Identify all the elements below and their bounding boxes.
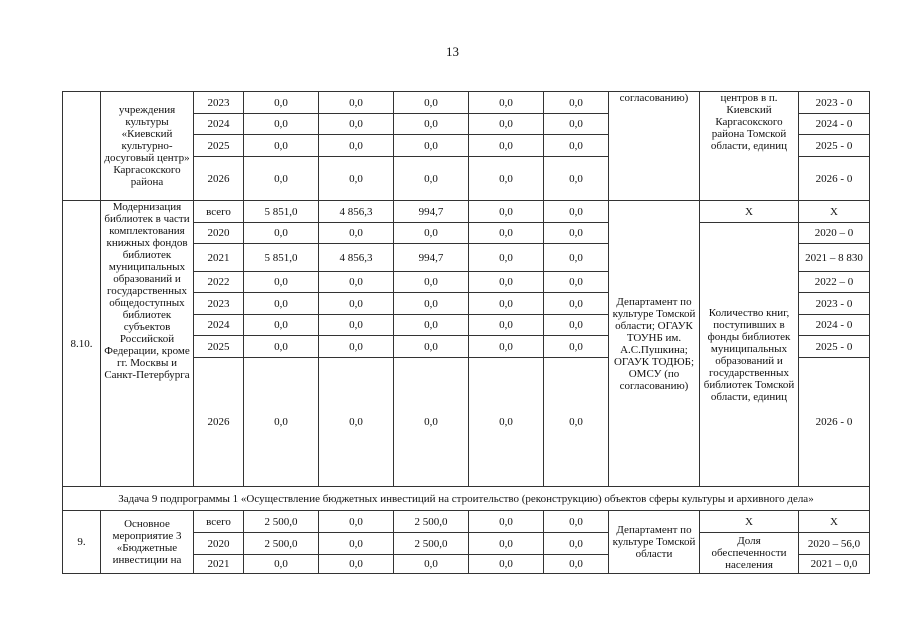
amount-other: 0,0 (544, 92, 609, 114)
task-banner: Задача 9 подпрограммы 1 «Осуществление бюджетных инвестиций на строительство (реконструкцию) объектов сферы культуры и архивного дела» (63, 487, 870, 511)
amount-federal: 0,0 (319, 114, 394, 135)
indicator-header-cell: Х (700, 201, 799, 223)
amount-other: 0,0 (544, 315, 609, 336)
amount-federal: 0,0 (319, 315, 394, 336)
year-cell: 2025 (194, 135, 244, 157)
indicator-value: 2023 - 0 (799, 293, 870, 315)
amount-other: 0,0 (544, 244, 609, 272)
amount-local: 0,0 (469, 223, 544, 244)
amount-other: 0,0 (544, 336, 609, 358)
amount-regional: 994,7 (394, 201, 469, 223)
amount-regional: 0,0 (394, 157, 469, 201)
amount-federal: 0,0 (319, 511, 394, 533)
amount-regional: 2 500,0 (394, 533, 469, 555)
amount-total: 0,0 (244, 358, 319, 487)
indicator-value: Х (799, 201, 870, 223)
amount-local: 0,0 (469, 157, 544, 201)
activity-name: учреждения культуры «Киевский культурно-досуговый центр» Каргасокского района (101, 92, 194, 201)
amount-federal: 0,0 (319, 92, 394, 114)
year-cell: 2022 (194, 272, 244, 293)
amount-total: 0,0 (244, 135, 319, 157)
amount-regional: 0,0 (394, 555, 469, 574)
year-cell: всего (194, 511, 244, 533)
indicator-value: 2025 - 0 (799, 336, 870, 358)
amount-regional: 0,0 (394, 92, 469, 114)
amount-total: 0,0 (244, 92, 319, 114)
amount-regional: 0,0 (394, 223, 469, 244)
amount-total: 5 851,0 (244, 244, 319, 272)
indicator-value: 2026 - 0 (799, 157, 870, 201)
amount-local: 0,0 (469, 358, 544, 487)
activity-name: Модернизация библиотек в части комплектования книжных фондов библиотек муниципальных образований и государственных общедоступных библиотек субъектов Российской Федерации, кроме гг. Москвы и Санкт-Петербурга (101, 201, 194, 487)
amount-other: 0,0 (544, 358, 609, 487)
amount-federal: 0,0 (319, 336, 394, 358)
year-cell: 2023 (194, 92, 244, 114)
year-cell: 2025 (194, 336, 244, 358)
amount-local: 0,0 (469, 511, 544, 533)
amount-local: 0,0 (469, 201, 544, 223)
year-cell: 2026 (194, 358, 244, 487)
amount-other: 0,0 (544, 555, 609, 574)
amount-other: 0,0 (544, 511, 609, 533)
amount-regional: 0,0 (394, 315, 469, 336)
amount-local: 0,0 (469, 92, 544, 114)
row-number-cell: 9. (63, 511, 101, 574)
amount-other: 0,0 (544, 272, 609, 293)
indicator-value: 2024 - 0 (799, 315, 870, 336)
table-row (63, 92, 870, 114)
amount-other: 0,0 (544, 114, 609, 135)
amount-federal: 4 856,3 (319, 244, 394, 272)
amount-total: 0,0 (244, 293, 319, 315)
amount-federal: 0,0 (319, 293, 394, 315)
year-cell: 2021 (194, 555, 244, 574)
executor-cell: согласованию) (609, 92, 700, 201)
executor-cell: Департамент по культуре Томской области; ОГАУК ТОУНБ им. А.С.Пушкина; ОГАУК ТОДЮБ; ОМСУ (по согласованию) (609, 201, 700, 487)
amount-other: 0,0 (544, 135, 609, 157)
indicator-value: 2021 – 8 830 (799, 244, 870, 272)
amount-local: 0,0 (469, 555, 544, 574)
indicator-value: 2024 - 0 (799, 114, 870, 135)
amount-other: 0,0 (544, 157, 609, 201)
amount-other: 0,0 (544, 223, 609, 244)
program-table (62, 91, 870, 574)
executor-cell: Департамент по культуре Томской области (609, 511, 700, 574)
amount-total: 5 851,0 (244, 201, 319, 223)
amount-total: 0,0 (244, 315, 319, 336)
amount-regional: 0,0 (394, 135, 469, 157)
indicator-value: 2022 – 0 (799, 272, 870, 293)
indicator-cell: Количество книг, поступивших в фонды библиотек муниципальных образований и государственных библиотек Томской области, единиц (700, 223, 799, 487)
amount-local: 0,0 (469, 315, 544, 336)
year-cell: 2020 (194, 533, 244, 555)
indicator-value: 2026 - 0 (799, 358, 870, 487)
amount-local: 0,0 (469, 272, 544, 293)
year-cell: 2024 (194, 114, 244, 135)
page-number: 13 (446, 44, 459, 59)
indicator-value: Х (799, 511, 870, 533)
year-cell: 2026 (194, 157, 244, 201)
amount-local: 0,0 (469, 114, 544, 135)
amount-federal: 0,0 (319, 358, 394, 487)
indicator-header-cell: Х (700, 511, 799, 533)
table-row (63, 511, 870, 533)
year-cell: 2020 (194, 223, 244, 244)
row-number-cell: 8.10. (63, 201, 101, 487)
amount-federal: 0,0 (319, 533, 394, 555)
amount-local: 0,0 (469, 336, 544, 358)
indicator-cell: центров в п. Киевский Каргасокского района Томской области, единиц (700, 92, 799, 201)
amount-regional: 994,7 (394, 244, 469, 272)
amount-federal: 0,0 (319, 555, 394, 574)
table-row (63, 201, 870, 223)
amount-total: 0,0 (244, 157, 319, 201)
amount-total: 0,0 (244, 555, 319, 574)
indicator-value: 2025 - 0 (799, 135, 870, 157)
amount-regional: 0,0 (394, 114, 469, 135)
amount-total: 0,0 (244, 272, 319, 293)
year-cell: 2021 (194, 244, 244, 272)
row-number-cell (63, 92, 101, 201)
amount-total: 0,0 (244, 336, 319, 358)
amount-local: 0,0 (469, 244, 544, 272)
indicator-value: 2020 – 0 (799, 223, 870, 244)
amount-regional: 0,0 (394, 358, 469, 487)
amount-local: 0,0 (469, 533, 544, 555)
amount-federal: 0,0 (319, 157, 394, 201)
amount-regional: 0,0 (394, 272, 469, 293)
amount-other: 0,0 (544, 201, 609, 223)
indicator-value: 2021 – 0,0 (799, 555, 870, 574)
amount-federal: 0,0 (319, 272, 394, 293)
amount-regional: 0,0 (394, 336, 469, 358)
amount-total: 2 500,0 (244, 533, 319, 555)
amount-total: 0,0 (244, 223, 319, 244)
amount-local: 0,0 (469, 135, 544, 157)
amount-local: 0,0 (469, 293, 544, 315)
indicator-value: 2023 - 0 (799, 92, 870, 114)
amount-other: 0,0 (544, 293, 609, 315)
amount-federal: 4 856,3 (319, 201, 394, 223)
year-cell: 2023 (194, 293, 244, 315)
amount-total: 0,0 (244, 114, 319, 135)
amount-other: 0,0 (544, 533, 609, 555)
amount-regional: 0,0 (394, 293, 469, 315)
amount-total: 2 500,0 (244, 511, 319, 533)
indicator-value: 2020 – 56,0 (799, 533, 870, 555)
indicator-cell: Доля обеспеченности населения (700, 533, 799, 574)
activity-name: Основное мероприятие 3 «Бюджетные инвестиции на (101, 511, 194, 574)
year-cell: 2024 (194, 315, 244, 336)
table-row (63, 487, 870, 511)
year-cell: всего (194, 201, 244, 223)
amount-regional: 2 500,0 (394, 511, 469, 533)
amount-federal: 0,0 (319, 135, 394, 157)
amount-federal: 0,0 (319, 223, 394, 244)
